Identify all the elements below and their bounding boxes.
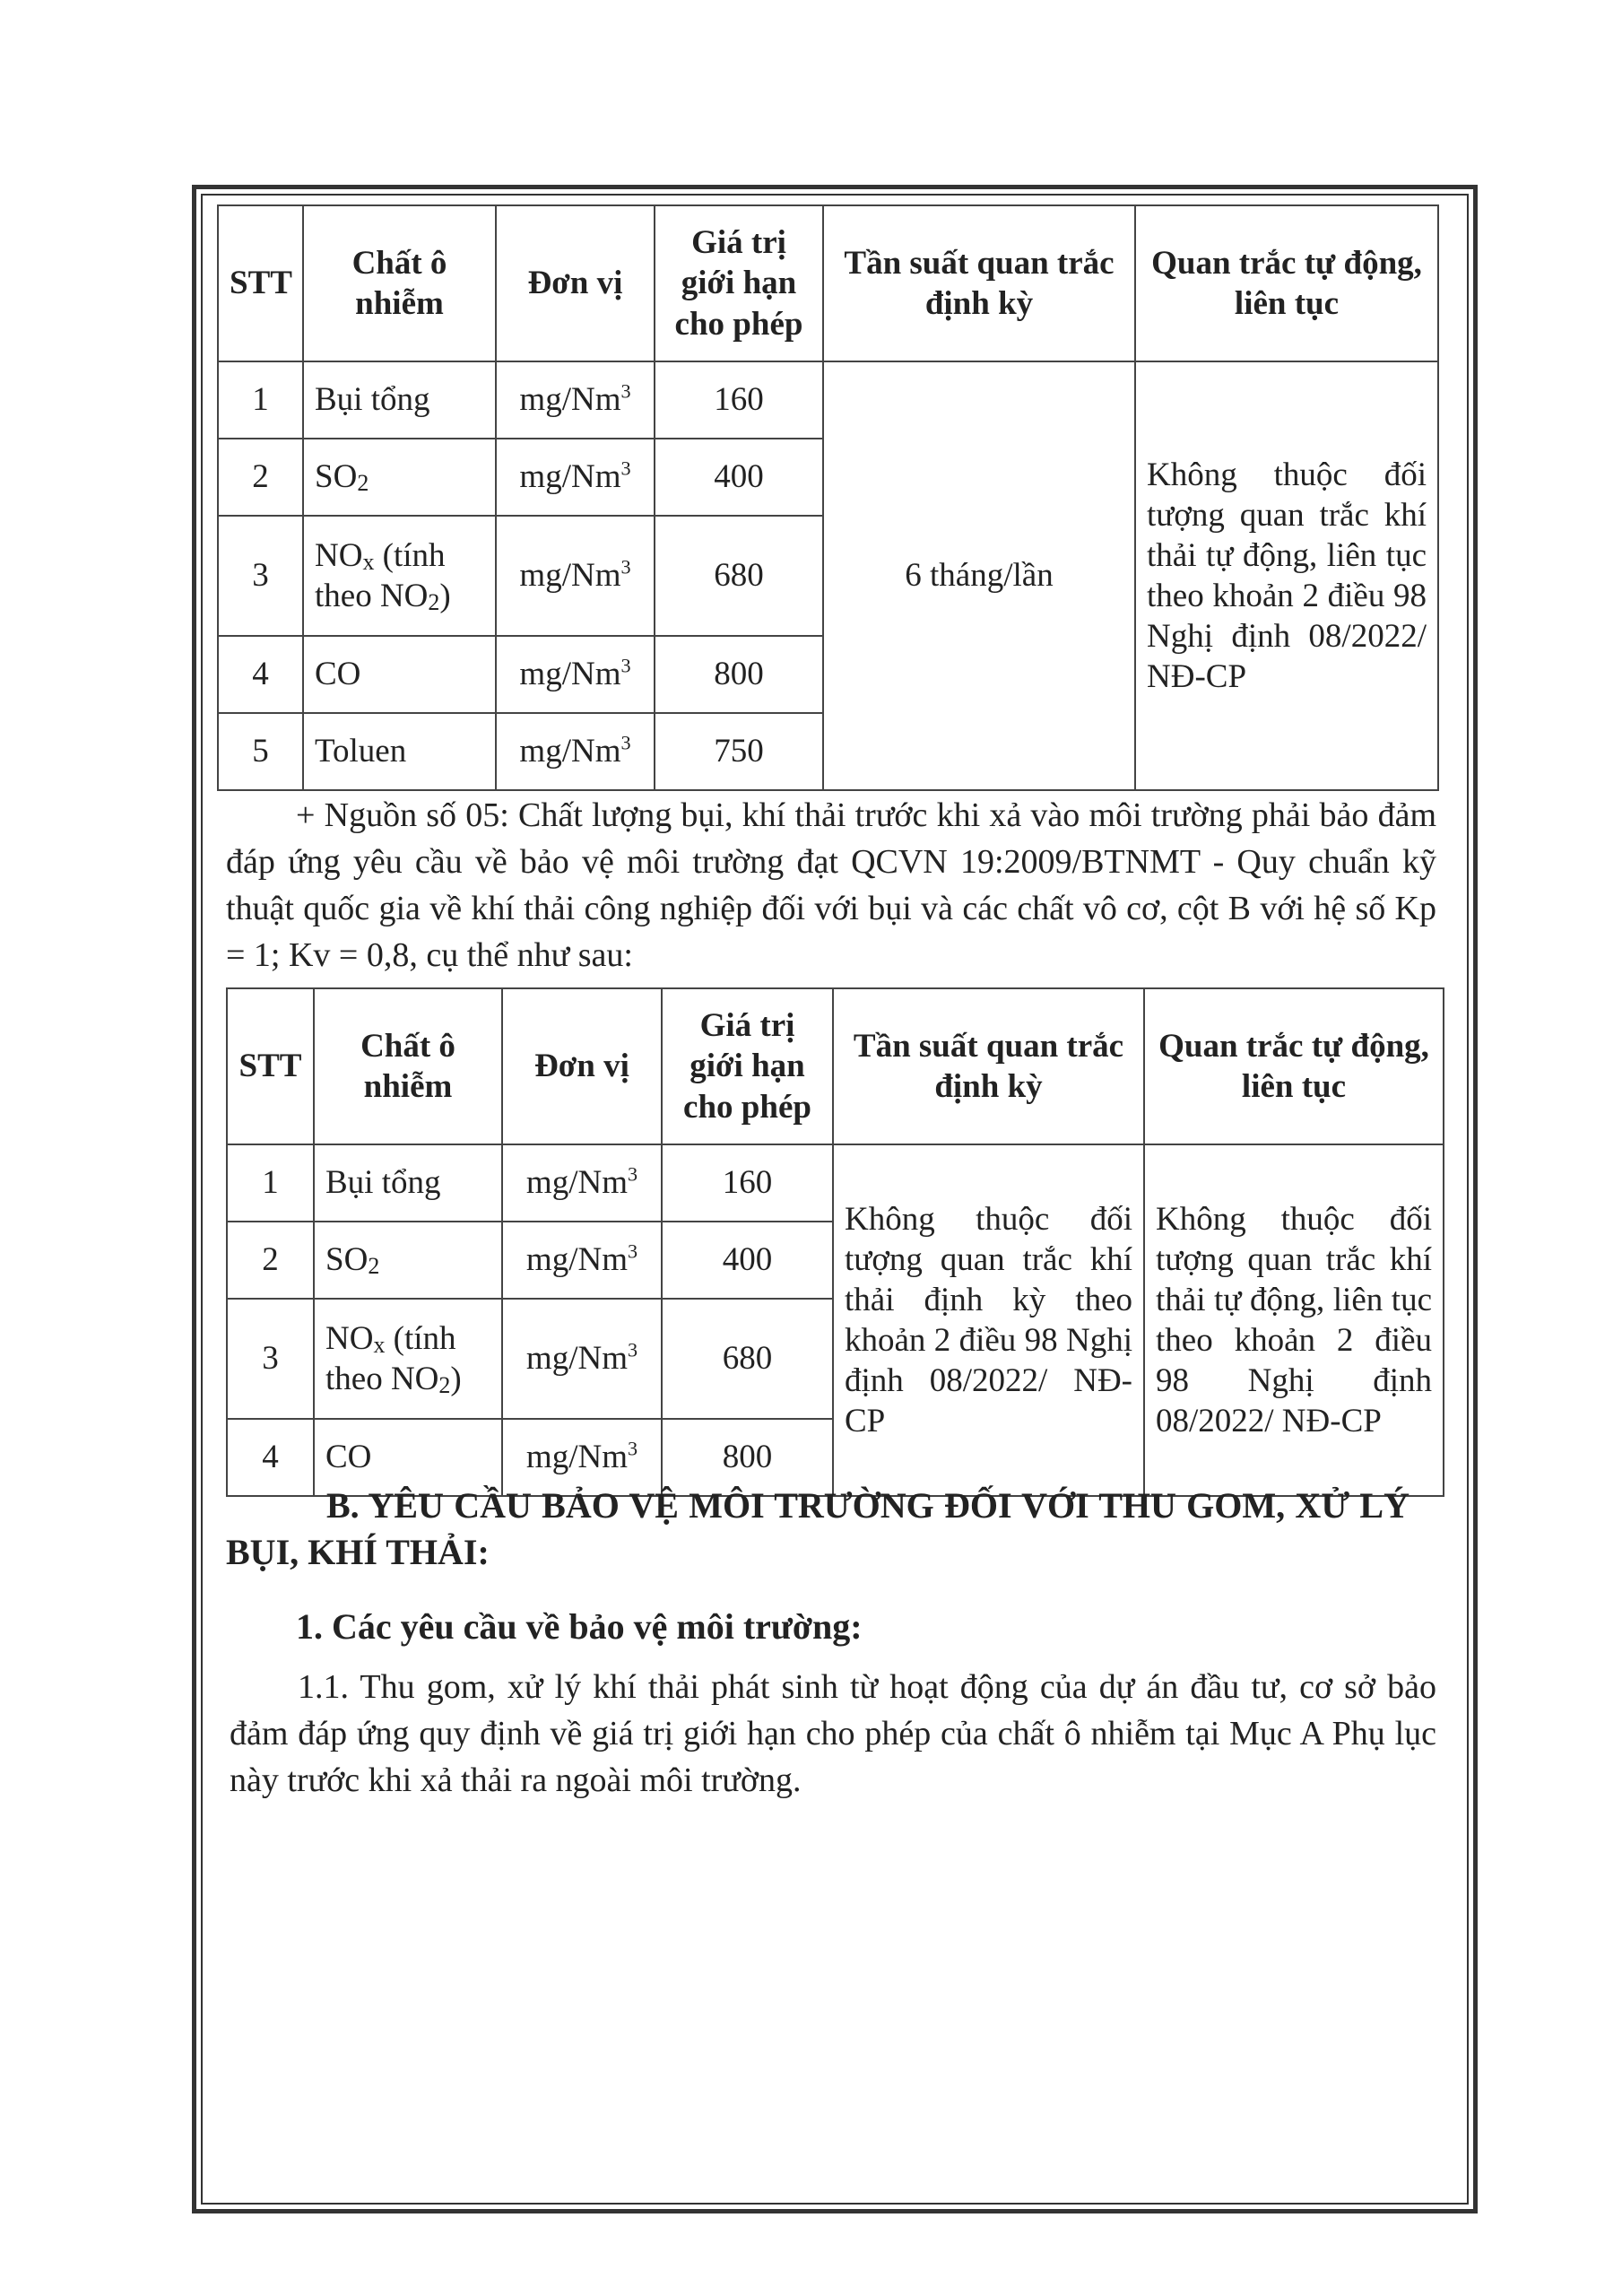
requirement-1-1-paragraph: 1.1. Thu gom, xử lý khí thải phát sinh từ hoạt động của dự án đầu tư, cơ sở bảo đảm đáp ứng quy định về giá trị giới hạn cho phép của chất ô nhiễm tại Mục A Phụ lục này trước khi xả thải ra ngoài môi trường. — [230, 1668, 1436, 1799]
header-stt: STT — [227, 988, 314, 1144]
section-b-heading: B. YÊU CẦU BẢO VỆ MÔI TRƯỜNG ĐỐI VỚI THU GOM, XỬ LÝ BỤI, KHÍ THẢI: — [226, 1485, 1409, 1572]
cell-pollutant: CO — [303, 636, 496, 713]
table-header-row — [227, 988, 1444, 1144]
header-pollutant: Chất ô nhiễm — [303, 205, 496, 361]
cell-limit: 400 — [655, 439, 823, 516]
cell-stt: 4 — [227, 1419, 314, 1496]
cell-stt: 3 — [227, 1299, 314, 1419]
cell-limit: 160 — [662, 1144, 833, 1222]
cell-pollutant: Bụi tổng — [303, 361, 496, 439]
cell-limit: 800 — [662, 1419, 833, 1496]
header-auto-monitoring: Quan trắc tự động, liên tục — [1135, 205, 1438, 361]
table-row — [218, 361, 1438, 439]
cell-stt: 4 — [218, 636, 303, 713]
table-header-row — [218, 205, 1438, 361]
section-1-heading: 1. Các yêu cầu về bảo vệ môi trường: — [296, 1606, 863, 1647]
cell-frequency: 6 tháng/lần — [823, 361, 1135, 790]
cell-stt: 2 — [218, 439, 303, 516]
emission-limits-table-2 — [226, 987, 1444, 1497]
cell-stt: 1 — [218, 361, 303, 439]
header-pollutant: Chất ô nhiễm — [314, 988, 502, 1144]
cell-limit: 800 — [655, 636, 823, 713]
header-unit: Đơn vị — [502, 988, 662, 1144]
emission-limits-table-1 — [217, 204, 1439, 791]
cell-unit: mg/Nm$^3$ — [502, 1299, 662, 1419]
cell-unit: mg/Nm$^3$ — [502, 1144, 662, 1222]
cell-pollutant: $SO_2$ — [303, 439, 496, 516]
cell-pollutant: CO — [314, 1419, 502, 1496]
cell-auto-monitoring: Không thuộc đối tượng quan trắc khí thải tự động, liên tục theo khoản 2 điều 98 Nghị định 08/2022/ NĐ-CP — [1144, 1144, 1444, 1496]
cell-pollutant: Bụi tổng — [314, 1144, 502, 1222]
cell-unit: mg/Nm$^3$ — [496, 636, 655, 713]
cell-stt: 2 — [227, 1222, 314, 1299]
header-stt: STT — [218, 205, 303, 361]
cell-limit: 160 — [655, 361, 823, 439]
header-frequency: Tần suất quan trắc định kỳ — [833, 988, 1144, 1144]
cell-limit: 680 — [662, 1299, 833, 1419]
source-05-paragraph: + Nguồn số 05: Chất lượng bụi, khí thải trước khi xả vào môi trường phải bảo đảm đáp ứng yêu cầu về bảo vệ môi trường đạt QCVN 19:2009/BTNMT - Quy chuẩn kỹ thuật quốc gia về khí thải công nghiệp đối với bụi và các chất vô cơ, cột B với hệ số Kp = 1; Kv = 0,8, cụ thể như sau: — [226, 796, 1436, 974]
table-row — [227, 1144, 1444, 1222]
cell-unit: mg/Nm$^3$ — [496, 713, 655, 790]
cell-stt: 5 — [218, 713, 303, 790]
cell-unit: mg/Nm$^3$ — [496, 439, 655, 516]
header-auto-monitoring: Quan trắc tự động, liên tục — [1144, 988, 1444, 1144]
header-frequency: Tần suất quan trắc định kỳ — [823, 205, 1135, 361]
cell-pollutant: Toluen — [303, 713, 496, 790]
cell-auto-monitoring: Không thuộc đối tượng quan trắc khí thải tự động, liên tục theo khoản 2 điều 98 Nghị định 08/2022/ NĐ-CP — [1135, 361, 1438, 790]
cell-unit: mg/Nm$^3$ — [496, 516, 655, 636]
header-unit: Đơn vị — [496, 205, 655, 361]
cell-frequency: Không thuộc đối tượng quan trắc khí thải định kỳ theo khoản 2 điều 98 Nghị định 08/2022/ NĐ-CP — [833, 1144, 1144, 1496]
cell-unit: mg/Nm$^3$ — [496, 361, 655, 439]
cell-limit: 680 — [655, 516, 823, 636]
cell-pollutant: $NO_x$ (tính theo $NO_2$) — [303, 516, 496, 636]
header-limit: Giá trị giới hạn cho phép — [655, 205, 823, 361]
cell-stt: 1 — [227, 1144, 314, 1222]
cell-pollutant: $NO_x$ (tính theo $NO_2$) — [314, 1299, 502, 1419]
cell-stt: 3 — [218, 516, 303, 636]
cell-pollutant: $SO_2$ — [314, 1222, 502, 1299]
cell-unit: mg/Nm$^3$ — [502, 1222, 662, 1299]
cell-limit: 750 — [655, 713, 823, 790]
cell-unit: mg/Nm$^3$ — [502, 1419, 662, 1496]
header-limit: Giá trị giới hạn cho phép — [662, 988, 833, 1144]
cell-limit: 400 — [662, 1222, 833, 1299]
